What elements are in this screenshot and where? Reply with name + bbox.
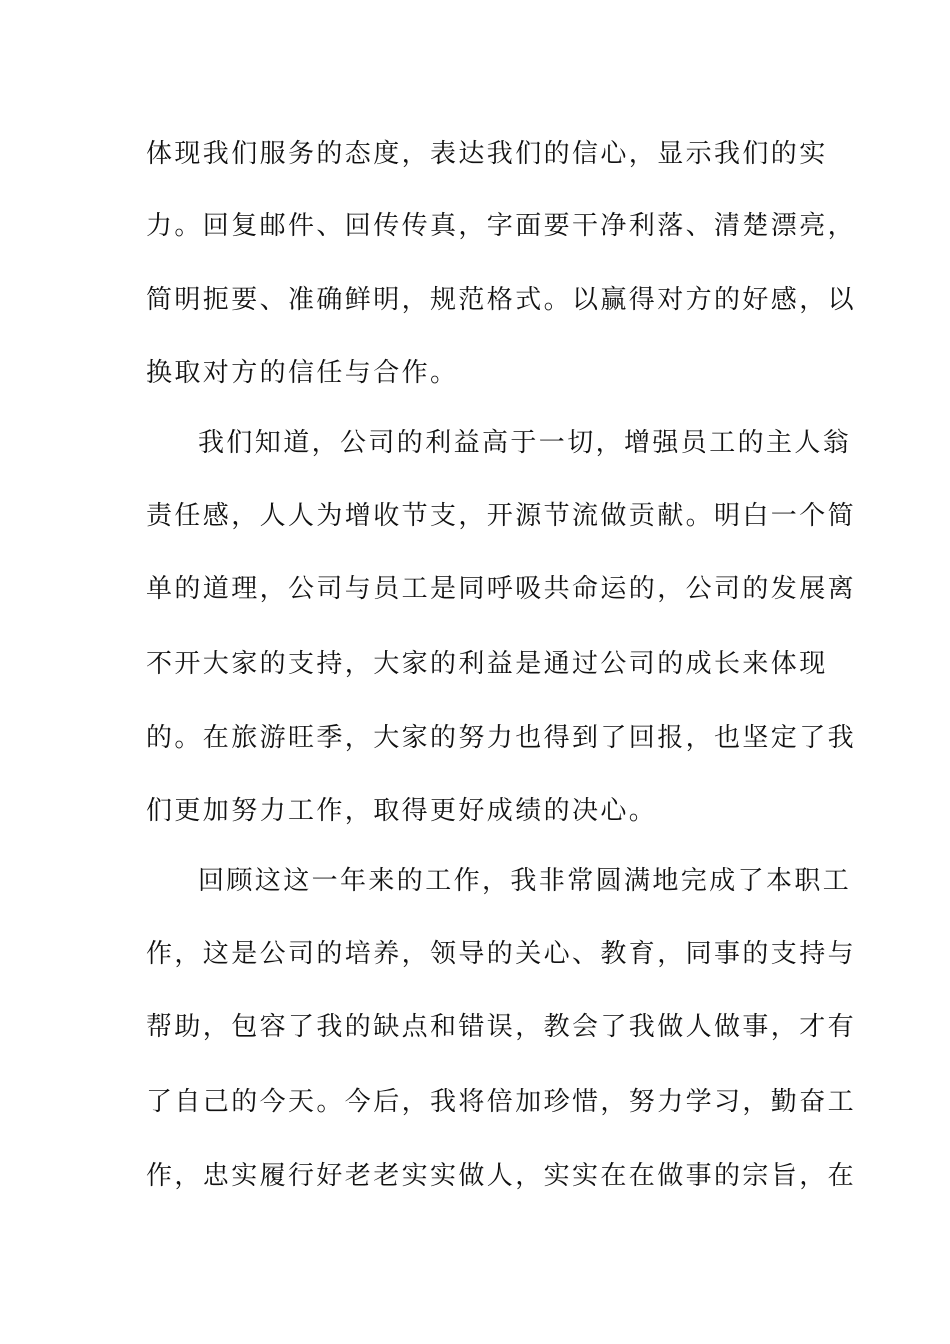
text-line: 作，这是公司的培养，领导的关心、教育，同事的支持与	[146, 939, 857, 969]
text-line: 们更加努力工作，取得更好成绩的决心。	[146, 796, 658, 826]
paragraph-first-line: 回顾这这一年来的工作，我非常圆满地完成了本职工	[198, 866, 852, 896]
text-line: 力。回复邮件、回传传真，字面要干净利落、清楚漂亮，	[146, 211, 857, 241]
text-line: 的。在旅游旺季，大家的努力也得到了回报，也坚定了我	[146, 723, 857, 753]
text-line: 作，忠实履行好老老实实做人，实实在在做事的宗旨，在	[146, 1161, 857, 1191]
text-line: 责任感，人人为增收节支，开源节流做贡献。明白一个简	[146, 501, 857, 531]
paragraph-first-line: 我们知道，公司的利益高于一切，增强员工的主人翁	[198, 428, 852, 458]
text-line: 帮助，包容了我的缺点和错误，教会了我做人做事，才有	[146, 1012, 857, 1042]
text-line: 了自己的今天。今后，我将倍加珍惜，努力学习，勤奋工	[146, 1087, 857, 1117]
text-line: 体现我们服务的态度，表达我们的信心，显示我们的实	[146, 139, 828, 169]
text-line: 单的道理，公司与员工是同呼吸共命运的，公司的发展离	[146, 574, 857, 604]
text-line: 简明扼要、准确鲜明，规范格式。以赢得对方的好感，以	[146, 285, 857, 315]
text-line: 换取对方的信任与合作。	[146, 358, 459, 388]
text-line: 不开大家的支持，大家的利益是通过公司的成长来体现	[146, 649, 828, 679]
